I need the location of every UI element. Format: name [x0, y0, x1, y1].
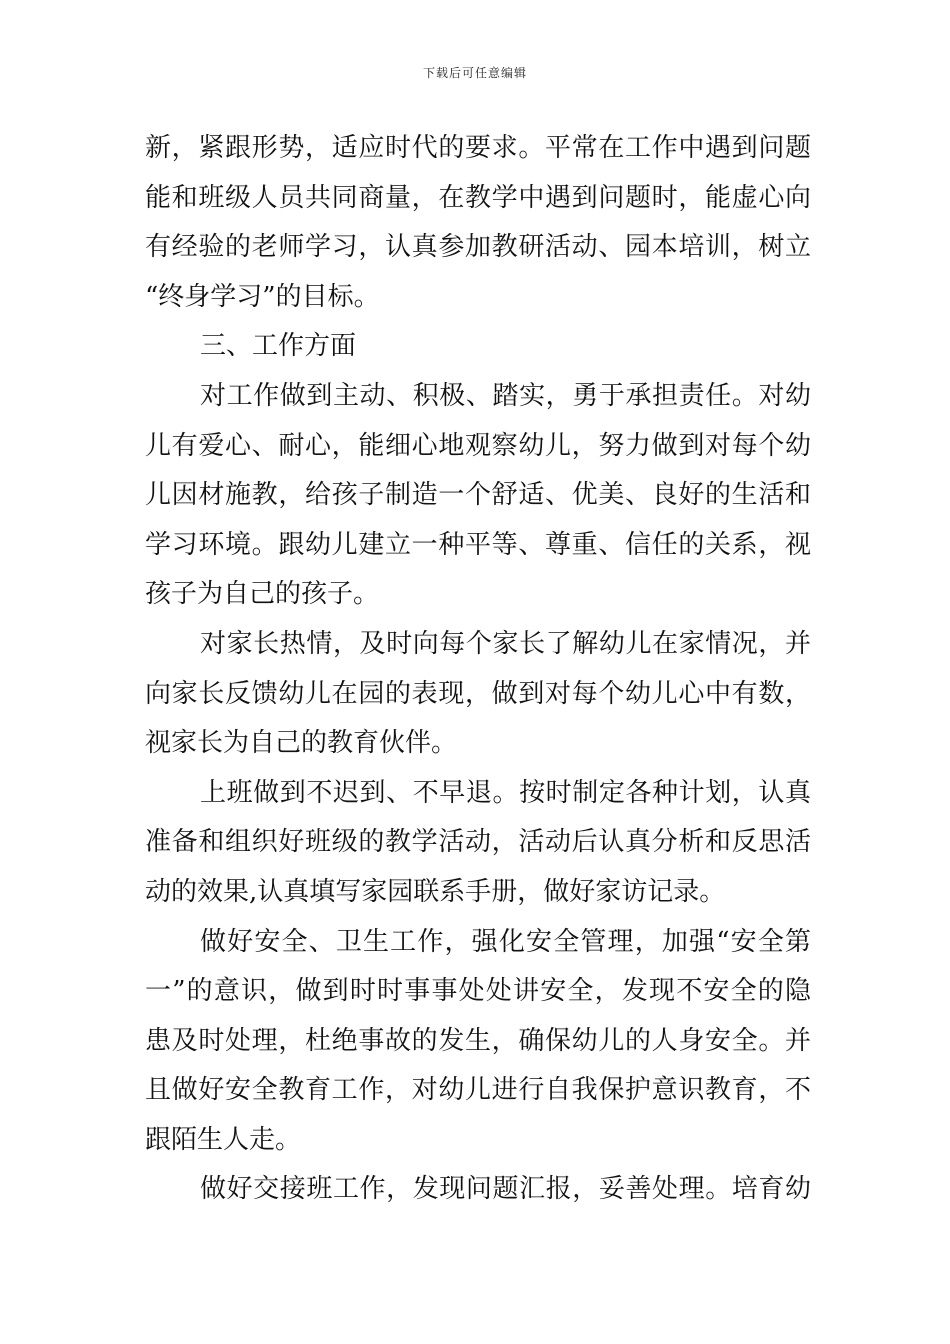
text-line-14: 上班做到不迟到、不早退。按时制定各种计划，认真 [200, 777, 811, 808]
text-line-10: 孩子为自己的孩子。 [145, 579, 380, 610]
text-line-9: 学习环境。跟幼儿建立一种平等、尊重、信任的关系，视 [145, 529, 811, 560]
text-line-19: 患及时处理，杜绝事故的发生，确保幼儿的人身安全。并 [145, 1025, 811, 1056]
text-line-21: 跟陌生人走。 [145, 1124, 302, 1155]
text-line-1: 新，紧跟形势，适应时代的要求。平常在工作中遇到问题 [145, 133, 811, 163]
text-line-6: 对工作做到主动、积极、踏实，勇于承担责任。对幼 [200, 380, 811, 411]
text-line-18: 一”的意识，做到时时事事处处讲安全，发现不安全的隐 [145, 976, 811, 1007]
text-line-20: 且做好安全教育工作，对幼儿进行自我保护意识教育，不 [145, 1075, 811, 1106]
page-header: 下载后可任意编辑 [422, 66, 527, 80]
text-line-4: “终身学习”的目标。 [145, 281, 380, 312]
text-line-2: 能和班级人员共同商量，在教学中遇到问题时，能虚心向 [145, 182, 811, 213]
text-line-15: 准备和组织好班级的教学活动，活动后认真分析和反思活 [145, 827, 811, 858]
text-line-11: 对家长热情，及时向每个家长了解幼儿在家情况，并 [200, 628, 811, 659]
text-line-8: 儿因材施教，给孩子制造一个舒适、优美、良好的生活和 [145, 480, 811, 511]
text-line-7: 儿有爱心、耐心，能细心地观察幼儿，努力做到对每个幼 [145, 430, 811, 461]
text-line-13: 视家长为自己的教育伙伴。 [145, 728, 458, 759]
document-body [145, 124, 811, 1215]
section-heading: 三、工作方面 [200, 331, 357, 362]
text-line-16: 动的效果,认真填写家园联系手册，做好家访记录。 [145, 876, 726, 907]
text-line-22: 做好交接班工作，发现问题汇报，妥善处理。培育幼 [200, 1174, 811, 1205]
text-line-17: 做好安全、卫生工作，强化安全管理，加强“安全第 [200, 926, 811, 957]
text-line-12: 向家长反馈幼儿在园的表现，做到对每个幼儿心中有数， [145, 678, 811, 709]
text-line-3: 有经验的老师学习，认真参加教研活动、园本培训，树立 [145, 232, 811, 263]
